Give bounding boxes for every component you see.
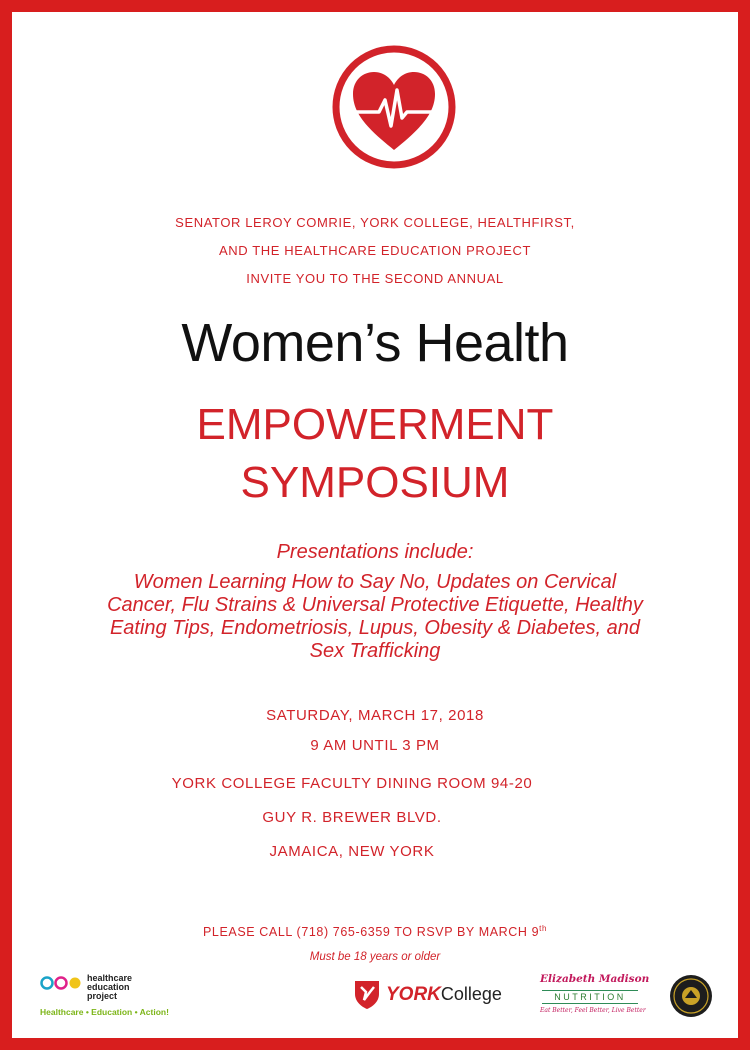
york-shield-icon [352, 978, 382, 1010]
event-street: GUY R. BREWER BLVD. [262, 809, 442, 826]
presentations-heading: Presentations include: [276, 541, 474, 563]
york-college-logo [352, 978, 522, 1012]
heart-pulse-icon [329, 42, 459, 172]
hep-line-1: healthcare [87, 973, 133, 983]
em-tagline: Eat Better, Feel Better, Live Better [540, 1007, 646, 1014]
sponsor-line-1: SENATOR LEROY COMRIE, YORK COLLEGE, HEALTHFIRST, [175, 215, 575, 230]
elizabeth-madison-logo [540, 973, 650, 1019]
york-wordmark [386, 984, 502, 1006]
event-venue: YORK COLLEGE FACULTY DINING ROOM 94-20 [171, 775, 533, 792]
hep-line-2: education [87, 982, 130, 992]
event-city: JAMAICA, NEW YORK [269, 843, 435, 860]
rsvp-suffix: th [539, 924, 548, 933]
event-subtitle-2: SYMPOSIUM [240, 458, 510, 507]
event-date: SATURDAY, MARCH 17, 2018 [266, 707, 484, 724]
flyer [12, 12, 738, 1038]
age-requirement: Must be 18 years or older [309, 951, 441, 963]
hep-tagline: Healthcare • Education • Action! [40, 1007, 169, 1017]
hep-name [87, 974, 132, 1001]
hep-circles-icon [40, 976, 84, 990]
event-title: Women’s Health [181, 313, 569, 373]
york-rest: College [440, 984, 502, 1004]
sponsor-line-3: INVITE YOU TO THE SECOND ANNUAL [246, 271, 504, 286]
em-script: Elizabeth Madison [540, 973, 650, 985]
presentations-list: Women Learning How to Say No, Updates on Cervical Cancer, Flu Strains & Universal Protective Etiquette, Healthy Eating Tips, Endometriosis, Lupus, Obesity & Diabetes, and Sex Trafficking [107, 571, 643, 662]
ny-senate-seal-icon [669, 974, 713, 1018]
rsvp-line [12, 924, 738, 939]
em-word: NUTRITION [542, 990, 638, 1004]
rsvp-text: PLEASE CALL (718) 765-6359 TO RSVP BY MARCH 9 [202, 925, 540, 940]
sponsor-line-2: AND THE HEALTHCARE EDUCATION PROJECT [219, 243, 531, 258]
hep-logo [40, 974, 190, 1024]
event-time: 9 AM UNTIL 3 PM [310, 737, 440, 754]
event-subtitle-1: EMPOWERMENT [196, 400, 554, 449]
york-bold: YORK [386, 984, 441, 1005]
hep-line-3: project [87, 991, 118, 1001]
ny-senate-seal [669, 974, 713, 1018]
